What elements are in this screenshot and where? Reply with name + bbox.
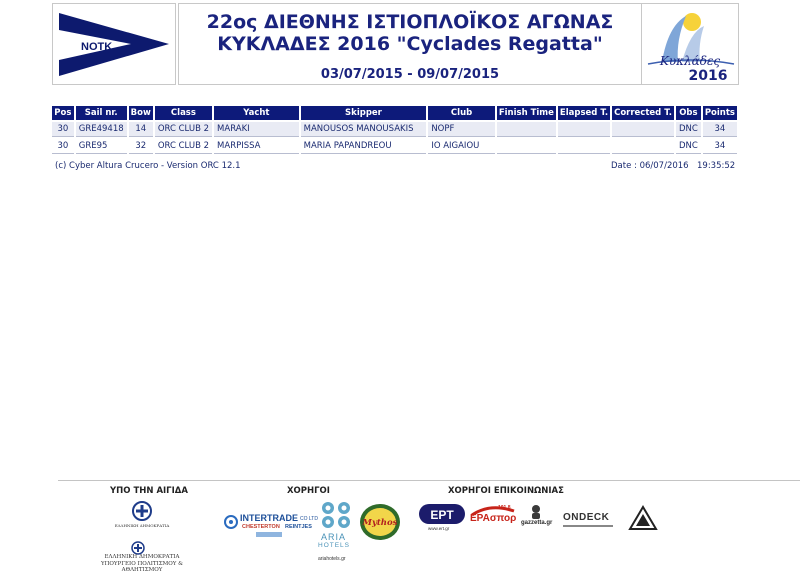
sponsors-heading: ΧΟΡΗΓΟΙ [287, 486, 330, 496]
notk-pennant-icon [53, 4, 175, 84]
results-table [50, 104, 739, 156]
intertrade-icon [224, 515, 238, 529]
gazzetta-text: gazzetta.gr [521, 520, 553, 526]
cell-yacht: MARPISSA [214, 139, 299, 154]
era-sport-text: ΕΡΑσπορ [470, 513, 517, 524]
col-elapsed: Elapsed T. [559, 108, 609, 118]
cell-elapsed [558, 122, 610, 137]
ministry-line1: ΕΛΛΗΝΙΚΗ ΔΗΜΟΚΡΑΤΙΑ [104, 554, 180, 560]
cell-bow: 32 [129, 139, 153, 154]
cell-elapsed [558, 139, 610, 154]
cell-finish-time [497, 122, 556, 137]
cell-class: ORC CLUB 2 [155, 139, 212, 154]
ert-url-text: www.ert.gr [428, 526, 450, 531]
cell-pos: 30 [52, 122, 74, 137]
cell-points: 34 [703, 139, 737, 154]
cell-points: 34 [703, 122, 737, 137]
aria-text: ARIA [321, 532, 347, 542]
event-dates: 03/07/2015 - 09/07/2015 [320, 67, 500, 82]
col-class: Class [155, 106, 212, 120]
greek-emblem-small-icon [131, 541, 145, 555]
cell-finish-time [497, 139, 556, 154]
intertrade-logo-text: INTERTRADE [240, 513, 298, 523]
col-pos: Pos [52, 106, 74, 120]
cell-bow: 14 [129, 122, 153, 137]
cell-sail-nr: GRE49418 [76, 122, 127, 137]
ondeck-text: ONDECK [563, 512, 610, 523]
notk-logo-text: NOTK [81, 41, 113, 53]
notk-logo [52, 3, 176, 85]
greek-emblem-icon [131, 500, 153, 522]
header [0, 0, 800, 90]
ondeck-underline [563, 525, 613, 527]
cell-obs: DNC [676, 122, 701, 137]
col-yacht: Yacht [214, 106, 299, 120]
intertrade-sub-text: CO LTD [300, 516, 318, 522]
event-title: 22ος ΔΙΕΘΝΗΣ ΙΣΤΙΟΠΛΟΪΚΟΣ ΑΓΩΝΑΣ [206, 11, 614, 33]
mythos-logo-text: Mythos [362, 518, 398, 528]
cell-class: ORC CLUB 2 [155, 122, 212, 137]
era-freq-text: 101.8 [498, 505, 511, 511]
col-obs: Obs [676, 106, 701, 120]
aria-url-text: ariahotels.gr [318, 556, 346, 562]
intertrade-bar [256, 532, 282, 537]
ministry-small-label: ΕΛΛΗΝΙΚΗ ΔΗΜΟΚΡΑΤΙΑ [114, 523, 170, 528]
title-box [178, 3, 642, 85]
cyclades-sail-icon [642, 4, 738, 84]
cell-yacht: MARAKI [214, 122, 299, 137]
software-credit: (c) Cyber Altura Crucero - Version ORC 12.1 [55, 161, 241, 171]
triangle-logo-icon [628, 505, 658, 531]
report-date: Date : 06/07/2016 [611, 161, 689, 171]
cyclades-logo-text: Κυκλάδες [659, 54, 721, 68]
mythos-beer-icon [359, 503, 401, 541]
cell-club: IO AIGAIOU [428, 139, 495, 154]
cell-sail-nr: GRE95 [76, 139, 127, 154]
aria-hotels-text: HOTELS [318, 542, 351, 549]
reintjes-text: REINTJES [285, 524, 312, 530]
col-finish-time: Finish Time [498, 108, 554, 118]
sponsor-divider [58, 480, 800, 481]
col-bow: Bow [130, 108, 151, 118]
ert-logo-text: ΕΡΤ [430, 508, 454, 522]
cyclades-logo-year: 2016 [688, 68, 728, 84]
media-sponsors-heading: ΧΟΡΗΓΟΙ ΕΠΙΚΟΙΝΩΝΙΑΣ [448, 486, 564, 496]
cell-pos: 30 [52, 139, 74, 154]
col-sail-nr: Sail nr. [76, 106, 127, 120]
report-time: 19:35:52 [697, 161, 736, 171]
table-row [52, 122, 737, 137]
cyclades-logo [641, 3, 739, 85]
chesterton-text: CHESTERTON [242, 524, 280, 530]
col-skipper: Skipper [301, 106, 427, 120]
cell-skipper: MANOUSOS MANOUSAKIS [301, 122, 427, 137]
aria-hotels-icon [320, 500, 352, 530]
table-row [52, 139, 737, 154]
ministry-line2: ΥΠΟΥΡΓΕΙΟ ΠΟΛΙΤΙΣΜΟΥ & ΑΘΛΗΤΙΣΜΟΥ [100, 561, 184, 573]
col-points: Points [703, 106, 737, 120]
cell-corrected [612, 122, 674, 137]
col-corrected: Corrected T. [614, 108, 672, 118]
cell-skipper: MARIA PAPANDREOU [301, 139, 427, 154]
patronage-heading: ΥΠΟ ΤΗΝ ΑΙΓΙΔΑ [110, 486, 188, 496]
table-header-row [52, 106, 737, 120]
cell-club: NOPF [428, 122, 495, 137]
cell-corrected [612, 139, 674, 154]
gazzetta-icon [529, 504, 543, 520]
cell-obs: DNC [676, 139, 701, 154]
event-subtitle: ΚΥΚΛΑΔΕΣ 2016 "Cyclades Regatta" [217, 33, 603, 55]
col-club: Club [428, 106, 495, 120]
